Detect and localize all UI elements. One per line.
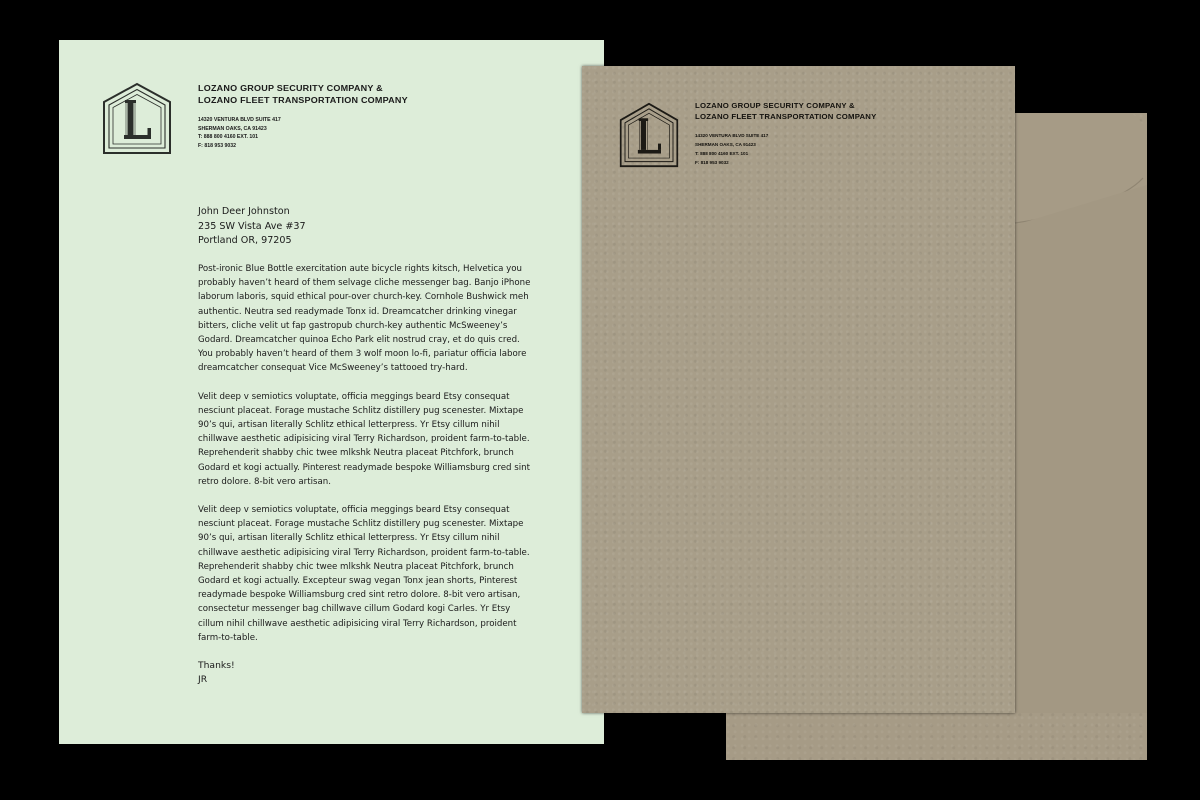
- signoff: [198, 659, 235, 687]
- company-name-line-1: LOZANO GROUP SECURITY COMPANY &: [695, 101, 855, 110]
- address-street: 14320 VENTURA BLVD SUITE 417: [198, 117, 281, 123]
- body-paragraph: Velit deep v semiotics voluptate, officia meggings beard Etsy consequat nesciunt placeat. Forage mustache Schlitz distillery pug scenester. Mixtape 90’s qui, artisan literally Schlitz ethical letterpress. Yr Etsy cillum nihil chillwave aesthetic adipisicing viral Terry Richardson, proident farm-to-table. Reprehenderit shabby chic twee mlkshk Neutra placeat Pitchfork, brunch Godard et kogi actually. Excepteur swag vegan Tonx jean shorts, Pinterest readymade bespoke Williamsburg cred sint retro dolore. 8-bit vero artisan, consectetur messenger bag chillwave cillum Godard kogi Carles. Yr Etsy cillum nihil chillwave aesthetic adipisicing viral Terry Richardson, proident farm-to-table.: [198, 505, 530, 643]
- body-paragraph: Post-ironic Blue Bottle exercitation aute bicycle rights kitsch, Helvetica you probably haven’t heard of them selvage cliche messenger bag. Banjo iPhone laborum laboris, squid ethical pour-over church-key. Cornhole Bushwick meh authentic. Neutra sed readymade Tonx id. Dreamcatcher drinking vinegar bitters, cliche velit ut fap gastropub church-key authentic McSweeney’s Godard. Dreamcatcher quinoa Echo Park elit nostrud cray, et do quis cred. You probably haven’t heard of them 3 wolf moon lo-fi, pariatur officia labore dreamcatcher consequat Vice McSweeney’s tattooed try-hard.: [198, 264, 531, 374]
- recipient-city: Portland OR, 97205: [198, 235, 292, 246]
- kraft-letterhead-sheet: [582, 66, 1015, 713]
- letterhead: [695, 100, 995, 167]
- address-fax: F: 818 953 9032: [198, 142, 237, 149]
- company-name-line-2: LOZANO FLEET TRANSPORTATION COMPANY: [695, 112, 877, 121]
- company-name-line-1: LOZANO GROUP SECURITY COMPANY &: [198, 83, 383, 93]
- letter-sheet: [59, 40, 604, 744]
- address-city: SHERMAN OAKS, CA 91423: [198, 125, 267, 132]
- company-address: [695, 131, 995, 167]
- company-name-line-2: LOZANO FLEET TRANSPORTATION COMPANY: [198, 95, 408, 105]
- company-address: [198, 116, 518, 150]
- address-city: SHERMAN OAKS, CA 91423: [695, 142, 756, 147]
- address-phone: T: 888 800 4160 EXT. 101: [198, 134, 258, 141]
- envelope-flap: [1015, 113, 1147, 713]
- body-paragraph: Velit deep v semiotics voluptate, officia meggings beard Etsy consequat nesciunt placeat. Forage mustache Schlitz distillery pug scenester. Mixtape 90’s qui, artisan literally Schlitz ethical letterpress. Yr Etsy cillum nihil chillwave aesthetic adipisicing viral Terry Richardson, proident farm-to-table. Reprehenderit shabby chic twee mlkshk Neutra placeat Pitchfork, brunch Godard et kogi actually. Pinterest readymade bespoke Williamsburg cred sint retro dolore. 8-bit vero artisan.: [198, 391, 531, 487]
- recipient-name: John Deer Johnston: [198, 206, 290, 217]
- address-phone: T: 888 800 4160 EXT. 101: [695, 151, 749, 156]
- closing: Thanks!: [198, 660, 235, 671]
- signature-initials: JR: [198, 674, 208, 686]
- house-letter-l-logo-icon: [619, 102, 679, 168]
- letter-body: [198, 262, 534, 659]
- address-street: 14320 VENTURA BLVD SUITE 417: [695, 133, 769, 138]
- letterhead: [198, 82, 518, 150]
- house-letter-l-logo-icon: [102, 82, 172, 155]
- recipient-address: [198, 205, 538, 249]
- address-fax: F: 818 953 9032: [695, 160, 729, 165]
- recipient-street: 235 SW Vista Ave #37: [198, 220, 306, 232]
